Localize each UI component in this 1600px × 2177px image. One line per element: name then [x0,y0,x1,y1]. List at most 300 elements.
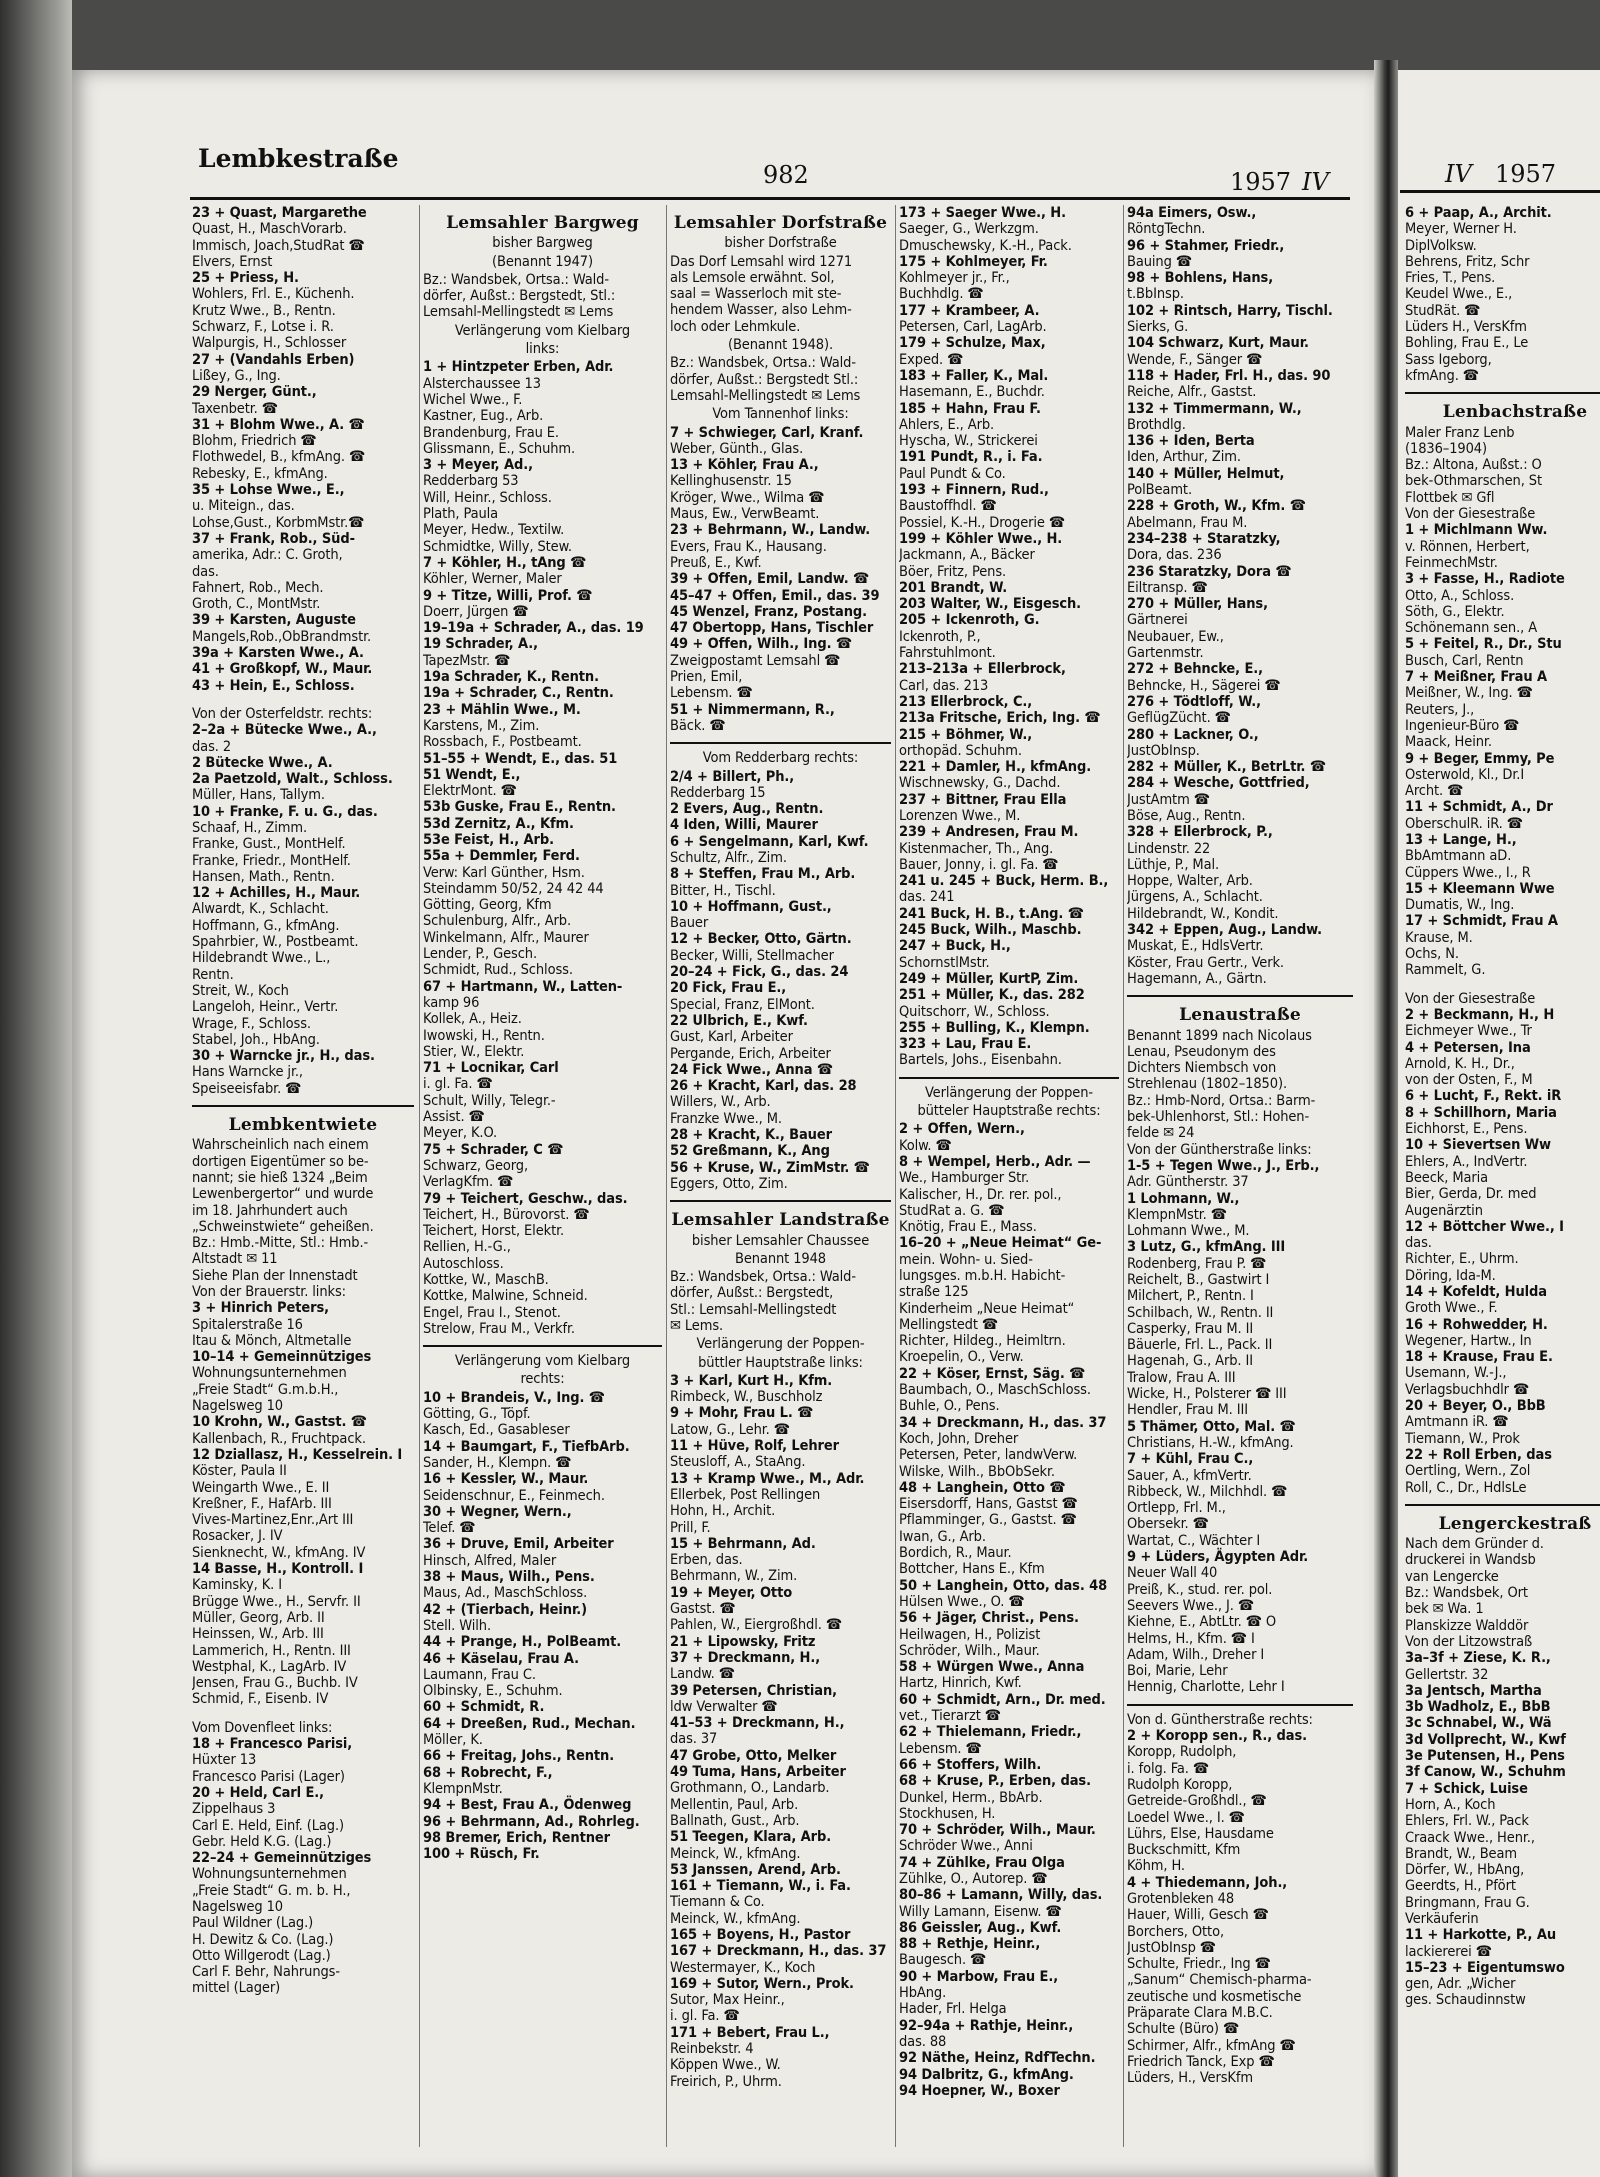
directory-entry: 98 + Bohlens, Hans, [1127,270,1274,287]
directory-entry: Gartenmstr. [1127,645,1204,662]
directory-entry: Bauer [670,915,709,932]
directory-entry: Schult, Willy, Telegr.- [423,1092,556,1109]
directory-entry: Von der Osterfeldstr. rechts: [192,705,373,722]
directory-entry: Wohnungsunternehmen [192,1365,347,1382]
directory-entry: 118 + Hader, Frl. H., das. 90 [1127,367,1331,384]
directory-entry: Maus, Ew., VerwBeamt. [670,506,820,523]
directory-entry: 36 + Druve, Emil, Arbeiter [423,1536,614,1553]
directory-entry: Hader, Frl. Helga [899,2001,1007,2018]
directory-entry: t.BbInsp. [1127,286,1184,303]
directory-entry: 29 Nerger, Günt., [192,384,317,401]
directory-entry: Stell. Wilh. [423,1617,492,1634]
directory-entry: 328 + Ellerbrock, P., [1127,824,1273,841]
directory-entry: 23 + Mählin Wwe., M. [423,701,581,718]
directory-entry: Petersen, Peter, landwVerw. [899,1447,1078,1464]
directory-entry: Saeger, G., Werkzgm. [899,221,1039,238]
directory-entry: Schulte (Büro) ☎ [1127,2021,1240,2038]
directory-entry: 173 + Saeger Wwe., H. [899,205,1066,221]
directory-entry: Jackmann, A., Bäcker [899,547,1035,564]
header-year: 1957 [1230,168,1292,196]
directory-entry: dörfer, Außst.: Bergstedt Stl.: [670,371,859,388]
directory-entry: 237 + Bittner, Frau Ella [899,791,1067,808]
directory-entry: Von der Giesestraße [1405,990,1536,1007]
directory-entry: Dörfer, W., HbAng, [1405,1862,1525,1879]
directory-entry: 98 Bremer, Erich, Rentner [423,1829,610,1846]
directory-entry: 167 + Dreckmann, H., das. 37 [670,1943,887,1960]
directory-entry: Bitter, H., Tischl. [670,882,776,899]
directory-entry: Kinderheim „Neue Heimat“ [899,1300,1075,1317]
directory-entry: StudRät. ☎ [1405,302,1481,319]
directory-entry: 221 + Damler, H., kfmAng. [899,759,1092,776]
directory-entry: „Freie Stadt“ G.m.b.H., [192,1381,339,1398]
directory-entry: Ellerbek, Post Rellingen [670,1486,821,1503]
directory-entry: Heinssen, W., Arb. III [192,1626,324,1643]
directory-entry: Preuß, E., Kwf. [670,554,762,571]
column-3 [670,205,891,2157]
directory-entry: Friedrich Tanck, Exp ☎ [1127,2053,1275,2070]
directory-entry: 14 + Kofeldt, Hulda [1405,1284,1547,1300]
directory-entry: Meyer, Werner H. [1405,221,1517,238]
directory-entry: Verw: Karl Günther, Hsm. [423,864,585,881]
directory-entry: Kollek, A., Heiz. [423,1011,522,1028]
directory-entry: Lüders, H., VersKfm [1127,2070,1253,2087]
directory-entry: 31 + Blohm Wwe., A. ☎ [192,416,365,433]
directory-entry: Köhm, H. [1127,1858,1185,1875]
directory-entry: 3a–3f + Ziese, K. R., [1405,1650,1551,1667]
directory-entry: Brandt, W., Beam [1405,1845,1517,1862]
directory-entry: Maus, Ad., MaschSchloss. [423,1585,588,1602]
directory-entry: 51 Teegen, Klara, Arb. [670,1829,832,1846]
directory-entry: Von der Litzowstraß [1405,1633,1533,1650]
directory-entry: Verlagsbuchhdlr ☎ [1405,1381,1530,1398]
street-note: Verlängerung vom Kielbarg [454,1353,631,1370]
directory-entry: Rentn. [192,966,234,983]
directory-entry: Tiemann & Co. [670,1894,765,1911]
directory-entry: JustObInsp ☎ [1127,1939,1216,1956]
directory-entry: Schönemann sen., A [1405,620,1538,637]
directory-entry: 56 + Kruse, W., ZimMstr. ☎ [670,1159,870,1176]
directory-entry: 80–86 + Lamann, Willy, das. [899,1887,1103,1904]
directory-entry: Will, Heinr., Schloss. [423,489,552,506]
directory-entry: Elvers, Ernst [192,253,273,270]
directory-entry: Pergande, Erich, Arbeiter [670,1045,831,1062]
directory-entry: Götting, G., Töpf. [423,1406,531,1423]
directory-entry: Schilbach, W., Rentn. II [1127,1304,1274,1321]
directory-entry: Baugesch. ☎ [899,1952,987,1969]
directory-entry: 22 + Roll Erben, das [1405,1446,1552,1463]
directory-entry: Abelmann, Frau M. [1127,514,1248,531]
directory-entry: 66 + Stoffers, Wilh. [899,1756,1042,1773]
directory-entry: Hasemann, E., Buchdr. [899,384,1045,401]
directory-entry: 6 + Paap, A., Archit. [1405,205,1552,221]
directory-entry: 62 + Thielemann, Friedr., [899,1724,1082,1741]
directory-entry: Wende, F., Sänger ☎ [1127,351,1263,368]
directory-entry: Exped. ☎ [899,351,964,368]
directory-entry: 96 + Stahmer, Friedr., [1127,237,1285,254]
directory-entry: Lemsahl-Mellingstedt ✉ Lems [670,387,861,404]
directory-entry: Milchert, P., Rentn. I [1127,1288,1254,1305]
directory-entry: Baustoffhdl. ☎ [899,498,997,515]
directory-entry: Kottke, Malwine, Schneid. [423,1288,588,1305]
directory-entry: Streit, W., Koch [192,982,289,999]
directory-entry: Augenärztin [1405,1202,1483,1219]
directory-entry: Gust, Karl, Arbeiter [670,1029,793,1046]
directory-entry: 90 + Marbow, Frau E., [899,1968,1059,1985]
directory-entry: 4 + Thiedemann, Joh., [1127,1874,1288,1891]
directory-entry: Prien, Emil, [670,669,743,686]
directory-entry: 4 Iden, Willi, Maurer [670,817,818,834]
directory-entry: 251 + Müller, K., das. 282 [899,987,1085,1004]
directory-entry: FeinmechMstr. [1405,554,1498,571]
directory-entry: 35 + Lohse Wwe., E., [192,482,345,499]
directory-entry: Flothwedel, B., kfmAng. ☎ [192,449,366,466]
directory-entry: 16–20 + „Neue Heimat“ Ge- [899,1235,1102,1252]
directory-entry: Flottbek ✉ Gfl [1405,489,1495,506]
directory-entry: Steindamm 50/52, 24 42 44 [423,880,604,897]
directory-entry: Müller, Georg, Arb. II [192,1609,325,1626]
directory-entry: Engel, Frau I., Stenot. [423,1304,561,1321]
directory-entry: 236 Staratzky, Dora ☎ [1127,563,1292,580]
directory-entry: JustObInsp. [1127,742,1200,759]
directory-entry: 68 + Robrecht, F., [423,1764,553,1781]
directory-entry: Schmid, F., Eisenb. IV [192,1691,329,1708]
street-note: bisher Dorfstraße [724,235,837,252]
directory-entry: dörfer, Außst.: Bergstedt, Stl.: [423,288,616,305]
directory-entry: i. folg. Fa. ☎ [1127,1760,1209,1777]
directory-entry: 2 Evers, Aug., Rentn. [670,801,824,818]
directory-entry: amerika, Adr.: C. Groth, [192,547,343,564]
directory-entry: Schwarz, Georg, [423,1157,529,1174]
directory-entry: Präparate Clara M.B.C. [1127,2005,1273,2022]
directory-entry: Archt. ☎ [1405,783,1464,800]
directory-entry: das. 2 [192,738,232,755]
directory-entry: Pahlen, W., Eiergroßhdl. ☎ [670,1617,842,1634]
directory-entry: 3e Putensen, H., Pens [1405,1748,1565,1765]
directory-entry: 16 + Kessler, W., Maur. [423,1471,589,1488]
directory-entry: 191 Pundt, R., i. Fa. [899,449,1043,466]
directory-entry: gen, Adr. „Wicher [1405,1976,1516,1993]
directory-entry: Westphal, K., LagArb. IV [192,1658,347,1675]
directory-entry: Reinbekstr. 4 [670,2041,754,2058]
directory-entry: Ribbeck, W., Milchhdl. ☎ [1127,1483,1288,1500]
directory-entry: Kallenbach, R., Fruchtpack. [192,1430,366,1447]
directory-entry: Eggers, Otto, Zim. [670,1175,788,1192]
section-divider [1127,1704,1353,1706]
directory-entry: 20–24 + Fick, G., das. 24 [670,964,849,981]
directory-entry: Gellertstr. 32 [1405,1666,1489,1683]
directory-entry: 60 + Schmidt, Arn., Dr. med. [899,1691,1106,1708]
directory-entry: Strelow, Frau M., Verkfr. [423,1320,575,1337]
directory-entry: 13 + Köhler, Frau A., [670,457,819,474]
directory-entry: Lemsahl-Mellingstedt ✉ Lems [423,304,614,321]
directory-entry: Bz.: Wandsbek, Ortsa.: Wald- [670,1269,856,1286]
column-divider [419,205,420,2147]
directory-entry: 88 + Rethje, Heinr., [899,1936,1041,1953]
directory-entry: ges. Schaudinnstw [1405,1992,1526,2009]
directory-entry: Mellentin, Paul, Arb. [670,1796,799,1813]
directory-entry: das. 241 [899,889,955,906]
directory-entry: Quitschorr, W., Schloss. [899,1003,1050,1020]
directory-entry: 47 Obertopp, Hans, Tischler [670,620,874,637]
directory-entry: OberschulR. iR. ☎ [1405,815,1523,832]
directory-entry: Preiß, K., stud. rer. pol. [1127,1581,1273,1598]
directory-entry: Francesco Parisi (Lager) [192,1768,345,1785]
directory-entry: 193 + Finnern, Rud., [899,482,1049,499]
directory-entry: Bz.: Hmb.-Mitte, Stl.: Hmb.- [192,1235,369,1252]
directory-entry: 8 + Schillhorn, Maria [1405,1104,1557,1121]
directory-entry: 13 + Lange, H., [1405,831,1517,848]
directory-entry: Dichters Niembsch von [1127,1060,1277,1077]
directory-entry: Ingenieur-Büro ☎ [1405,717,1520,734]
directory-entry: Sass Igeborg, [1405,351,1492,368]
directory-entry: Arnold, K. H., Dr., [1405,1055,1515,1072]
directory-entry: 7 + Schwieger, Carl, Kranf. [670,424,864,441]
directory-entry: Reiche, Alfr., Gastst. [1127,384,1257,401]
directory-entry: Stier, W., Elektr. [423,1043,525,1060]
directory-entry: 42 + (Tierbach, Heinr.) [423,1601,587,1618]
directory-entry: 92–94a + Rathje, Heinr., [899,2017,1074,2034]
directory-entry: 56 + Jäger, Christ., Pens. [899,1610,1079,1627]
directory-entry: Ochs, N. [1405,946,1459,963]
column-divider [895,205,896,2147]
directory-entry: Lüthje, P., Mal. [1127,856,1220,873]
directory-entry: 22–24 + Gemeinnütziges [192,1850,372,1867]
directory-entry: 1 Lohmann, W., [1127,1190,1240,1207]
directory-entry: 50 + Langhein, Otto, das. 48 [899,1577,1108,1594]
directory-entry: 18 + Francesco Parisi, [192,1736,353,1753]
directory-entry: Ortlepp, Frl. M., [1127,1500,1226,1517]
directory-entry: Böer, Fritz, Pens. [899,563,1007,580]
directory-entry: Teichert, H., Bürovorst. ☎ [423,1206,590,1223]
directory-entry: 3 Lutz, G., kfmAng. III [1127,1239,1286,1256]
directory-entry: Oertling, Wern., Zol [1405,1463,1531,1480]
directory-entry: Carl E. Held, Einf. (Lag.) [192,1817,345,1834]
directory-entry: 179 + Schulze, Max, [899,335,1046,352]
directory-entry: Böse, Aug., Rentn. [1127,807,1246,824]
directory-entry: Kottke, W., MaschB. [423,1272,549,1288]
directory-entry: Geerdts, H., Pfört [1405,1878,1516,1895]
directory-entry: Von der Giesestraße [1405,506,1536,523]
directory-entry: 6 + Lucht, F., Rekt. iR [1405,1088,1562,1105]
directory-entry: Usemann, W.-J., [1405,1365,1507,1382]
directory-entry: Bringmann, Frau G. [1405,1894,1530,1911]
page-header-street: Lembkestraße [198,144,399,173]
directory-entry: Obersekr. ☎ [1127,1516,1209,1533]
directory-entry: das. 37 [670,1731,718,1748]
directory-entry: Bz.: Wandsbek, Ort [1405,1585,1528,1602]
directory-entry: 19 + Meyer, Otto [670,1584,793,1601]
directory-entry: Sienknecht, W., kfmAng. IV [192,1544,366,1561]
directory-entry: das. [192,563,219,580]
directory-entry: Paul Wildner (Lag.) [192,1915,314,1932]
directory-entry: Prill, F. [670,1519,711,1536]
directory-entry: 282 + Müller, K., BetrLtr. ☎ [1127,759,1326,776]
directory-entry: Bottcher, Hans E., Kfm [899,1561,1045,1578]
directory-entry: PolBeamt. [1127,482,1192,499]
street-heading: Lemsahler Landstraße [671,1210,890,1231]
directory-entry: 64 + Dreeßen, Rud., Mechan. [423,1715,636,1732]
directory-entry: Ahlers, E., Arb. [899,416,995,433]
directory-entry: Köster, Paula II [192,1463,287,1480]
directory-entry: Freirich, P., Uhrm. [670,2073,782,2090]
directory-entry: das. [1405,1235,1432,1252]
section-divider [670,1200,891,1202]
directory-entry: Schmidt, Rud., Schloss. [423,962,573,979]
directory-entry: Tiemann, W., Prok [1405,1430,1520,1447]
directory-entry: Craack Wwe., Henr., [1405,1829,1535,1846]
directory-entry: 71 + Locnikar, Carl [423,1060,559,1077]
directory-entry: DiplVolksw. [1405,237,1477,254]
directory-entry: TapezMstr. ☎ [423,652,511,669]
directory-entry: 7 + Schick, Luise [1405,1780,1528,1797]
directory-entry: Rossbach, F., Postbeamt. [423,734,582,751]
directory-entry: Kröger, Wwe., Wilma ☎ [670,489,825,506]
directory-entry: 213–213a + Ellerbrock, [899,661,1066,678]
directory-entry: Hoffmann, G., kfmAng. [192,917,340,934]
directory-entry: 94 Dalbritz, G., kfmAng. [899,2066,1074,2083]
directory-entry: Richter, E., Uhrm. [1405,1251,1519,1268]
directory-entry: Verkäuferin [1405,1910,1479,1927]
directory-entry: 10 Krohn, W., Gastst. ☎ [192,1414,367,1431]
directory-entry: ldw Verwalter ☎ [670,1698,778,1715]
directory-entry: u. Miteign., das. [192,498,295,515]
directory-entry: We., Hamburger Str. [899,1170,1030,1187]
directory-entry: dörfer, Außst.: Bergstedt, [670,1285,834,1302]
directory-entry: Muskat, E., HdlsVertr. [1127,938,1264,955]
directory-entry: 41–53 + Dreckmann, H., [670,1715,845,1732]
directory-entry: Hyscha, W., Strickerei [899,433,1038,450]
directory-entry: Schulte, Friedr., Ing ☎ [1127,1956,1271,1973]
directory-entry: loch oder Lehmkule. [670,318,801,335]
directory-entry: 51 + Nimmermann, R., [670,701,835,718]
street-note: (Benannt 1948). [727,337,834,354]
directory-entry: 185 + Hahn, Frau F. [899,400,1041,417]
directory-entry: Bauer, Jonny, i. gl. Fa. ☎ [899,856,1059,873]
directory-entry: Adr. Güntherstr. 37 [1127,1174,1249,1191]
directory-entry: 66 + Freitag, Johs., Rentn. [423,1748,615,1765]
directory-entry: Bäck. ☎ [670,717,726,734]
directory-entry: dortigen Eigentümer so be- [192,1153,369,1170]
directory-entry: Hüxter 13 [192,1752,257,1769]
directory-entry: 39 + Offen, Emil, Landw. ☎ [670,571,870,588]
directory-entry: Bartels, Johs., Eisenbahn. [899,1052,1062,1069]
directory-entry: Rodenberg, Frau P. ☎ [1127,1255,1267,1272]
directory-entry: 249 + Müller, KurtP, Zim. [899,970,1079,987]
directory-entry: Weber, Günth., Glas. [670,440,804,457]
directory-entry: Assist. ☎ [423,1109,485,1126]
directory-entry: 94 Hoepner, W., Boxer [899,2082,1060,2099]
directory-entry: 140 + Müller, Helmut, [1127,465,1285,482]
directory-entry: Kolw. ☎ [899,1137,952,1154]
directory-entry: 203 Walter, W., Eisgesch. [899,596,1082,613]
section-divider [192,1105,414,1107]
directory-entry: Autoschloss. [423,1255,504,1272]
directory-entry: 280 + Lackner, O., [1127,726,1259,743]
street-heading: Lenaustraße [1179,1005,1301,1026]
directory-entry: Zippelhaus 3 [192,1801,276,1818]
directory-entry: 2 + Beckmann, H., H [1405,1006,1555,1023]
directory-entry: Lindenstr. 22 [1127,840,1211,857]
directory-entry: Stabel, Joh., HbAng. [192,1031,320,1048]
directory-entry: 171 + Bebert, Frau L., [670,2024,830,2041]
directory-entry: 48 + Langhein, Otto ☎ [899,1479,1066,1496]
directory-entry: Boi, Marie, Lehr [1127,1663,1228,1680]
street-note: Verlängerung der Poppen- [696,1336,865,1353]
header-rule-left [190,197,1350,200]
street-note: Vom Tannenhof links: [712,406,849,423]
directory-entry: 20 + Held, Carl E., [192,1784,324,1801]
directory-entry: Hoppe, Walter, Arb. [1127,873,1253,890]
directory-entry: Fries, T., Pens. [1405,270,1496,287]
directory-entry: Tralow, Frau A. III [1127,1369,1236,1386]
directory-entry: 272 + Behncke, E., [1127,661,1263,678]
street-note: Verlängerung vom Kielbarg [454,322,631,339]
directory-entry: 228 + Groth, W., Kfm. ☎ [1127,498,1306,515]
directory-entry: Groth Wwe., F. [1405,1300,1498,1317]
directory-entry: Eichmeyer Wwe., Tr [1405,1023,1532,1040]
directory-entry: 3 + Karl, Kurt H., Kfm. [670,1372,833,1389]
directory-entry: 4 + Petersen, Ina [1405,1039,1531,1056]
directory-entry: Wilske, Wilh., BbObSekr. [899,1463,1055,1480]
directory-entry: Nach dem Gründer d. [1405,1536,1544,1553]
directory-entry: StudRat a. G. ☎ [899,1202,1005,1219]
directory-entry: Westermayer, K., Koch [670,1959,816,1976]
page-gutter [1374,60,1398,2177]
spacer [1405,979,1600,991]
directory-entry: 245 Buck, Wilh., Maschb. [899,922,1082,939]
directory-entry: Köppen Wwe., W. [670,2057,781,2074]
directory-entry: Krause, M. [1405,929,1473,946]
directory-entry: Eiltransp. ☎ [1127,579,1208,596]
directory-entry: 3 + Fasse, H., Radiote [1405,571,1565,588]
directory-entry: 213 Ellerbrock, C., [899,693,1033,710]
directory-entry: 58 + Würgen Wwe., Anna [899,1659,1085,1676]
directory-entry: Sutor, Max Heinr., [670,1992,785,2009]
directory-entry: 19 Schrader, A., [423,636,539,653]
directory-entry: Heilwagen, H., Polizist [899,1626,1041,1643]
directory-entry: 16 + Rohwedder, H. [1405,1316,1548,1333]
street-note: bütteler Hauptstraße rechts: [917,1103,1101,1120]
directory-entry: Casperky, Frau M. II [1127,1320,1254,1337]
directory-entry: Von der Brauerstr. links: [192,1284,346,1300]
directory-entry: 13 + Kramp Wwe., M., Adr. [670,1470,865,1487]
directory-entry: Bordich, R., Maur. [899,1545,1012,1562]
directory-entry: Brothdlg. [1127,416,1186,433]
directory-entry: Gärtnerei [1127,612,1188,629]
directory-entry: mittel (Lager) [192,1980,281,1997]
directory-entry: Quast, H., MaschVorarb. [192,221,347,238]
directory-entry: 53 Janssen, Arend, Arb. [670,1861,841,1878]
directory-entry: Adam, Wilh., Dreher I [1127,1646,1265,1663]
directory-entry: Wohlers, Frl. E., Küchenh. [192,286,355,303]
street-heading: Lembkentwiete [228,1115,378,1136]
directory-entry: 20 Fick, Frau E., [670,980,787,997]
directory-entry: Döring, Ida-M. [1405,1267,1496,1284]
directory-entry: 3 + Meyer, Ad., [423,457,533,474]
directory-entry: Hendler, Frau M. III [1127,1402,1248,1419]
directory-entry: Spitalerstraße 16 [192,1316,303,1333]
directory-entry: 5 Thämer, Otto, Mal. ☎ [1127,1418,1296,1435]
directory-entry: Paul Pundt & Co. [899,465,1006,482]
directory-entry: Neubauer, Ew., [1127,628,1224,645]
directory-entry: Landw. ☎ [670,1666,735,1683]
directory-entry: Bäuerle, Frl. L., Pack. II [1127,1337,1273,1354]
directory-entry: Laumann, Frau C. [423,1666,536,1683]
directory-entry: Petersen, Carl, LagArb. [899,319,1047,336]
directory-entry: Müller, Hans, Tallym. [192,787,325,804]
directory-entry: 10 + Brandeis, V., Ing. ☎ [423,1389,605,1406]
directory-entry: orthopäd. Schuhm. [899,742,1022,759]
